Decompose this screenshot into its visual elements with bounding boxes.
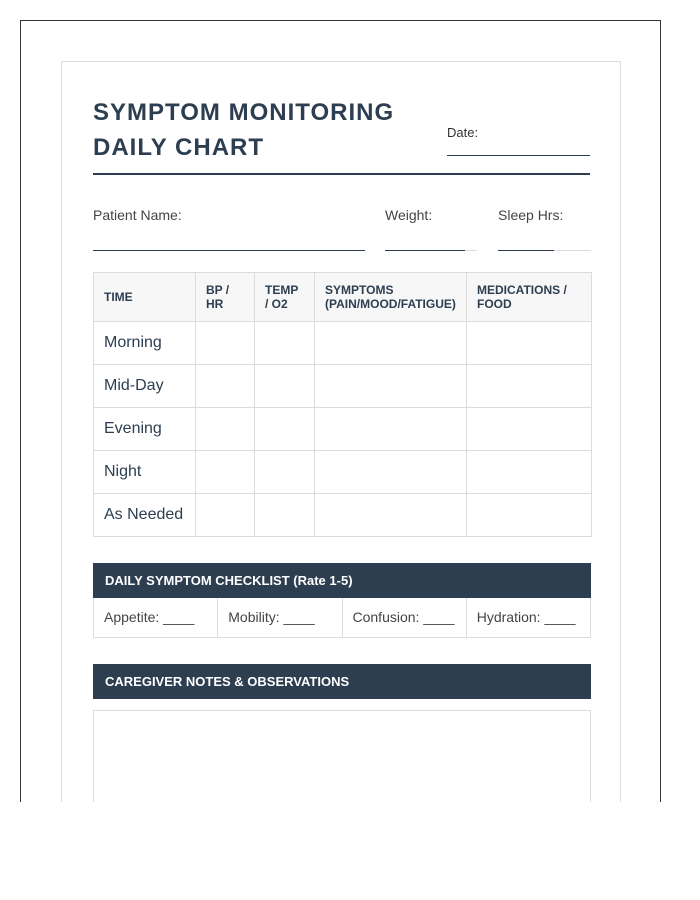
column-header-time: TIME [94, 273, 196, 322]
symptom-checklist [93, 598, 591, 638]
checklist-item-appetite[interactable]: Appetite: ____ [94, 598, 218, 637]
table-cell[interactable] [467, 322, 592, 365]
table-row [94, 494, 592, 537]
table-cell[interactable] [255, 322, 315, 365]
notes-section-header: CAREGIVER NOTES & OBSERVATIONS [93, 664, 591, 699]
weight-label: Weight: [385, 207, 433, 223]
table-cell[interactable] [467, 451, 592, 494]
column-header-medications: MEDICATIONS / FOOD [467, 273, 592, 322]
table-cell[interactable] [196, 322, 255, 365]
table-cell[interactable] [196, 451, 255, 494]
table-row [94, 451, 592, 494]
chart-sheet [61, 61, 621, 802]
table-cell[interactable] [315, 408, 467, 451]
title-line-1: SYMPTOM MONITORING [93, 99, 395, 126]
table-cell[interactable] [315, 451, 467, 494]
table-cell[interactable] [255, 494, 315, 537]
table-row [94, 322, 592, 365]
weight-field-gap [465, 250, 477, 251]
sleep-hours-field[interactable] [498, 250, 554, 251]
checklist-item-confusion[interactable]: Confusion: ____ [343, 598, 467, 637]
table-cell[interactable] [467, 408, 592, 451]
row-label-mid-day: Mid-Day [94, 365, 196, 408]
table-cell[interactable] [315, 365, 467, 408]
row-label-as-needed: As Needed [94, 494, 196, 537]
page-title [93, 95, 423, 165]
table-cell[interactable] [467, 494, 592, 537]
table-cell[interactable] [196, 365, 255, 408]
title-line-2: DAILY CHART [93, 134, 265, 161]
table-cell[interactable] [255, 365, 315, 408]
table-header-row [94, 273, 592, 322]
patient-name-field[interactable] [93, 250, 365, 251]
table-cell[interactable] [255, 408, 315, 451]
date-write-line[interactable] [447, 155, 590, 156]
checklist-section-header: DAILY SYMPTOM CHECKLIST (Rate 1-5) [93, 563, 591, 598]
sheet-content [93, 95, 590, 830]
table-cell[interactable] [467, 365, 592, 408]
weight-field[interactable] [385, 250, 465, 251]
row-label-evening: Evening [94, 408, 196, 451]
date-label: Date: [447, 125, 479, 140]
patient-name-label: Patient Name: [93, 207, 182, 223]
sleep-hours-field-gap [554, 250, 591, 251]
patient-info-row [93, 175, 590, 265]
column-header-temp-o2: TEMP / O2 [255, 273, 315, 322]
row-label-morning: Morning [94, 322, 196, 365]
table-row [94, 365, 592, 408]
chart-header [93, 95, 590, 175]
column-header-symptoms: SYMPTOMS (PAIN/MOOD/FATIGUE) [315, 273, 467, 322]
checklist-item-hydration[interactable]: Hydration: ____ [476, 609, 576, 625]
table-cell[interactable] [315, 494, 467, 537]
row-label-night: Night [94, 451, 196, 494]
table-cell[interactable] [315, 322, 467, 365]
table-cell[interactable] [196, 494, 255, 537]
table-cell[interactable] [196, 408, 255, 451]
page-cutoff [0, 802, 700, 900]
column-header-bp-hr: BP / HR [196, 273, 255, 322]
sleep-hours-label: Sleep Hrs: [498, 207, 564, 223]
table-row [94, 408, 592, 451]
symptom-log-table [93, 272, 592, 537]
date-field[interactable] [447, 125, 590, 156]
checklist-item-mobility[interactable]: Mobility: ____ [218, 598, 342, 637]
table-cell[interactable] [255, 451, 315, 494]
